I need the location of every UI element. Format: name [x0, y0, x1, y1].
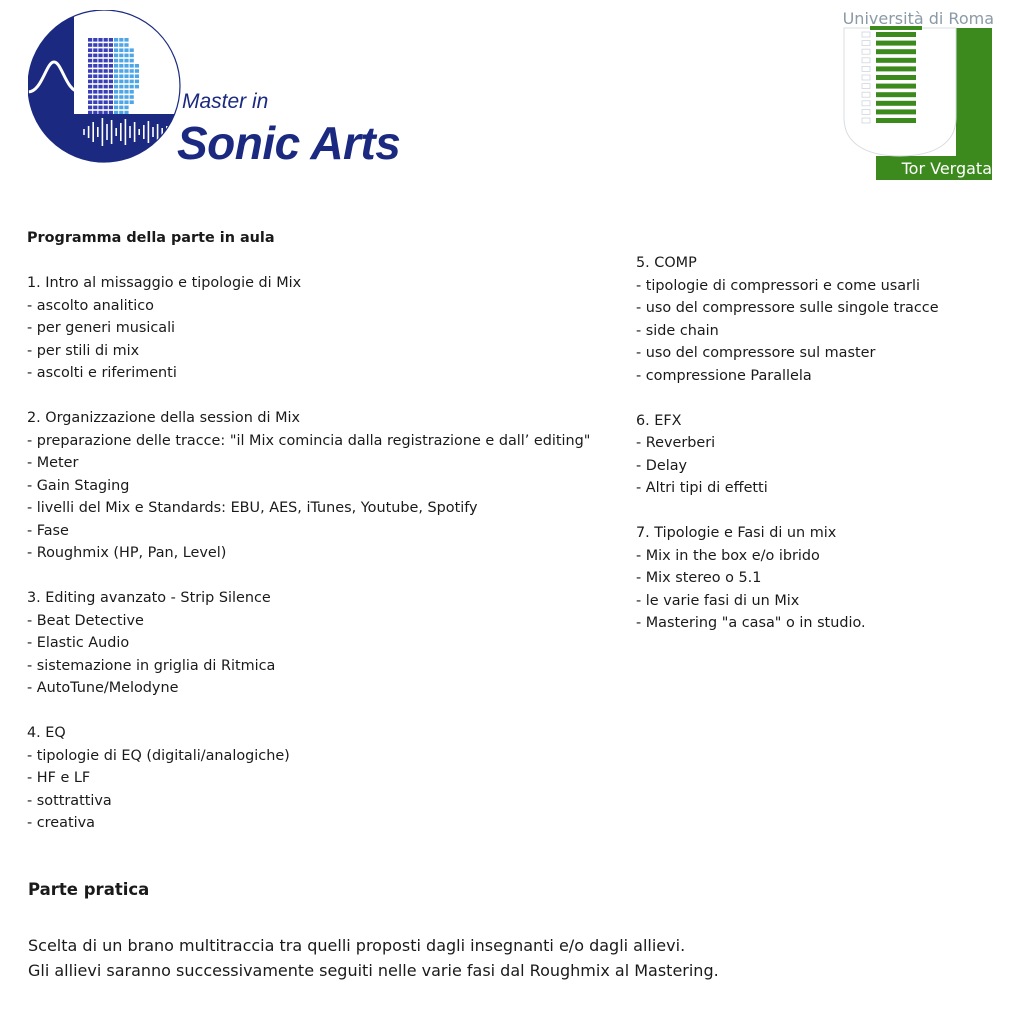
list-item: - Meter [27, 455, 79, 471]
program-section [636, 252, 939, 387]
program-section [27, 587, 590, 700]
tor-vergata-emblem [840, 6, 996, 182]
section-title: 7. Tipologie e Fasi di un mix [636, 525, 837, 541]
list-item: - tipologie di compressori e come usarli [636, 277, 920, 294]
program-left-column [27, 227, 590, 835]
program-section [27, 722, 590, 835]
section-title: 5. COMP [636, 255, 697, 271]
list-item: - compressione Parallela [636, 367, 812, 384]
program-right-column [636, 252, 939, 635]
program-section [636, 522, 939, 635]
section-title: 4. EQ [27, 725, 66, 741]
list-item: - livelli del Mix e Standards: EBU, AES, iTunes, Youtube, Spotify [27, 500, 478, 516]
practical-line: Scelta di un brano multitraccia tra quelli proposti dagli insegnanti e/o dagli allievi. [28, 936, 686, 955]
list-item: - Elastic Audio [27, 635, 130, 651]
list-item: - Mix stereo o 5.1 [636, 570, 762, 586]
list-item: - sottrattiva [27, 792, 112, 809]
list-item: - per stili di mix [27, 342, 140, 359]
list-item: - HF e LF [27, 770, 91, 786]
list-item: - Gain Staging [27, 477, 130, 494]
practical-title: Parte pratica [28, 880, 150, 899]
list-item: - Altri tipi di effetti [636, 480, 768, 496]
list-item: - Beat Detective [27, 612, 144, 629]
list-item: - Reverberi [636, 435, 716, 451]
list-item: - per generi musicali [27, 320, 176, 336]
list-item: - Fase [27, 522, 69, 539]
university-logo [840, 6, 996, 182]
list-item: - creativa [27, 815, 95, 831]
list-item: - ascolti e riferimenti [27, 365, 177, 381]
program-section [636, 410, 939, 500]
program-section [27, 407, 590, 565]
logo-master-in: Master in [182, 90, 269, 113]
section-title: 3. Editing avanzato - Strip Silence [27, 590, 271, 606]
list-item: - tipologie di EQ (digitali/analogiche) [27, 747, 290, 764]
section-title: 6. EFX [636, 412, 682, 429]
section-title: 1. Intro al missaggio e tipologie di Mix [27, 275, 302, 291]
program-section [27, 272, 590, 385]
list-item: - preparazione delle tracce: "il Mix comincia dalla registrazione e dall’ editing" [27, 432, 591, 449]
university-campus: Tor Vergata [901, 159, 992, 178]
list-item: - AutoTune/Melodyne [27, 680, 179, 696]
logo-sonic-arts: Sonic Arts [177, 117, 401, 169]
program-title: Programma della parte in aula [27, 230, 275, 246]
list-item: - sistemazione in griglia di Ritmica [27, 657, 276, 674]
list-item: - side chain [636, 322, 719, 339]
list-item: - Roughmix (HP, Pan, Level) [27, 545, 227, 561]
practical-text [28, 933, 719, 983]
section-title: 2. Organizzazione della session di Mix [27, 410, 301, 426]
practical-line: Gli allievi saranno successivamente seguiti nelle varie fasi dal Roughmix al Mastering. [28, 961, 719, 980]
list-item: - ascolto analitico [27, 297, 154, 314]
list-item: - Delay [636, 457, 688, 474]
list-item: - uso del compressore sulle singole tracce [636, 300, 939, 316]
list-item: - le varie fasi di un Mix [636, 592, 800, 609]
list-item: - Mastering "a casa" o in studio. [636, 615, 866, 631]
list-item: - uso del compressore sul master [636, 345, 876, 361]
university-name: Università di Roma [842, 9, 994, 28]
sonic-arts-logo [28, 10, 428, 170]
list-item: - Mix in the box e/o ibrido [636, 547, 820, 564]
